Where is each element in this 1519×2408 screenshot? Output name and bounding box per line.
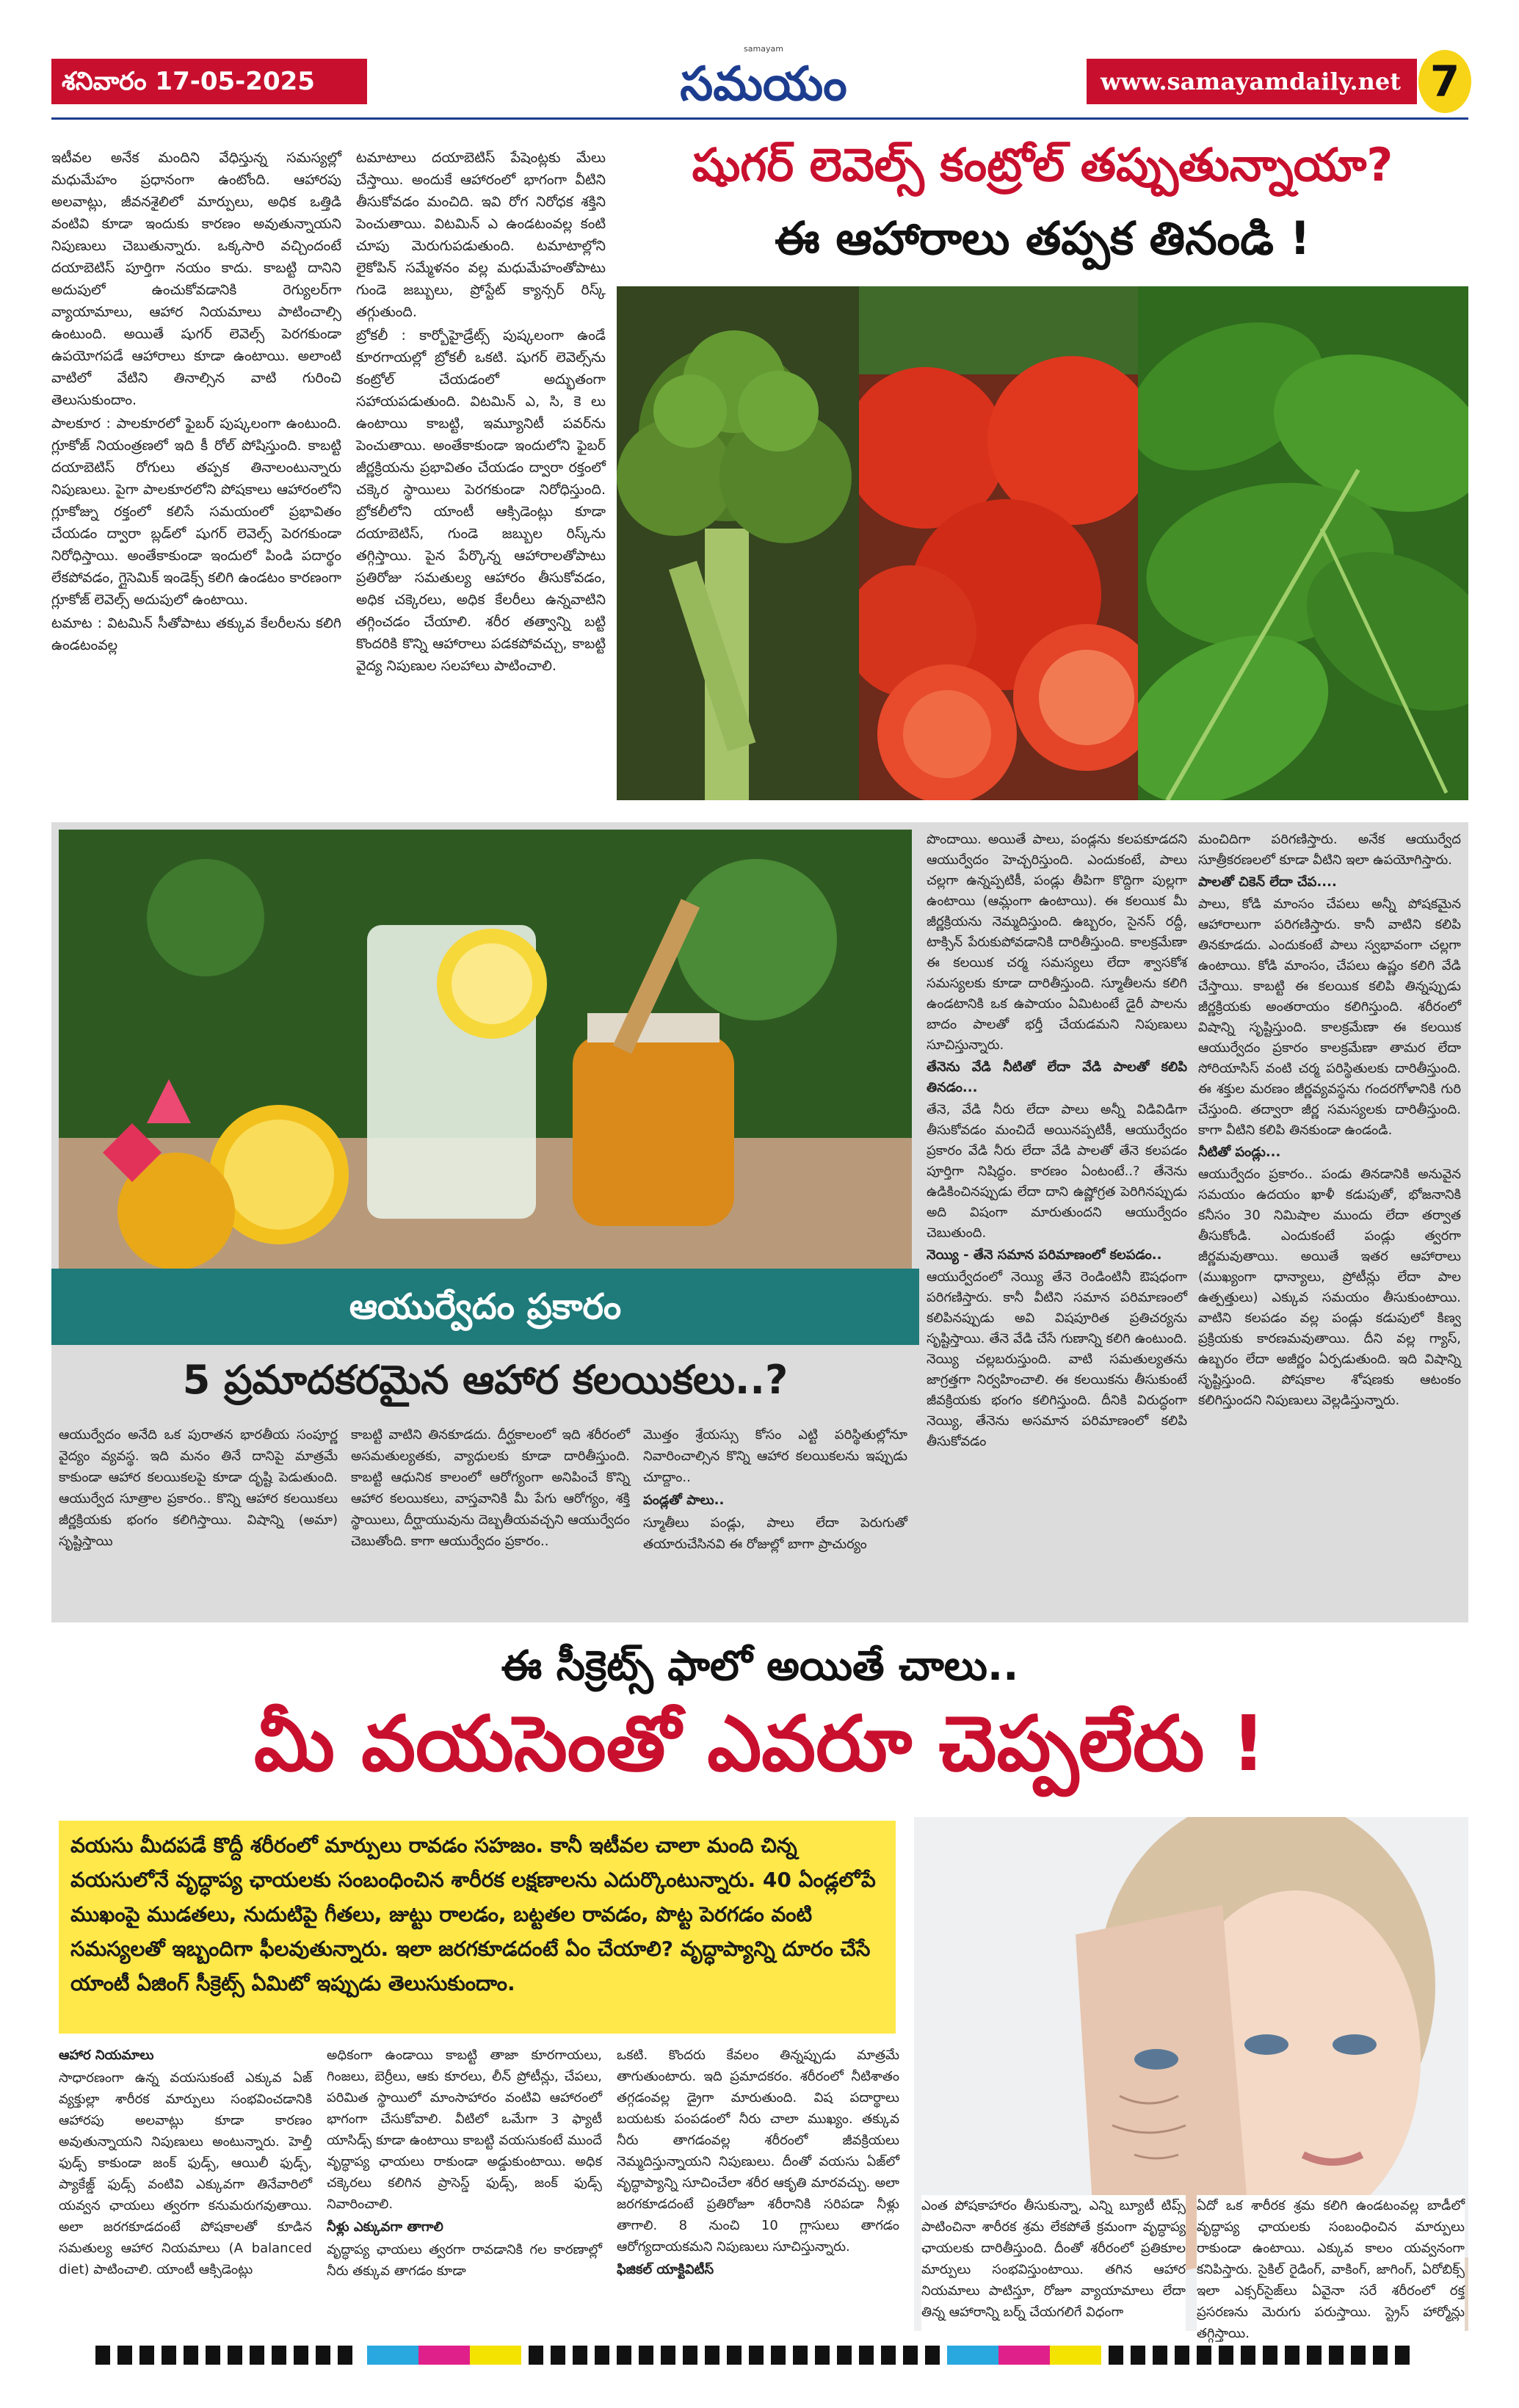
article2-colE-subhead1: పాలతో చికెన్ లేదా చేప....	[1198, 874, 1337, 890]
article1-intro: ఇటీవల అనేక మందిని వేధిస్తున్న సమస్యల్లో మధుమేహం ప్రధానంగా ఉంటోంది. ఆహారపు అలవాట్లు, జీవనశైలిలో మార్పులు, అధిక ఒత్తిడి వంటివి కూడా ఇందుకు కారణం అవుతున్నాయని నిపుణులు చెబుతున్నారు. ఒక్కసారి వచ్చిందంటే దయాబెటిస్ పూర్తిగా నయం కాదు. కాబట్టి దానిని అదుపులో ఉంచుకోవడానికి రెగ్యులర్‌గా వ్యాయామాలు, ఆహార నియమాలు పాటించాల్సి ఉంటుంది. అయితే షుగర్ లెవెల్స్ పెరగకుండా ఉపయోగపడే ఆహారాలు కూడా ఉంటాయి. అలాంటి వాటిలో వేటిని తినాల్సిన వాటి గురించి తెలుసుకుందాం.	[51, 150, 341, 408]
article2-colC-text: స్మూతీలు పండ్లు, పాలు లేదా పెరుగుతో తయారుచేసినవి ఈ రోజుల్లో బాగా ప్రాచుర్యం	[643, 1515, 907, 1552]
spinach-icon	[1138, 286, 1468, 800]
article2-colD-subhead1: తేనెను వేడి నీటితో లేదా వేడి పాలతో కలిపి తినడం...	[927, 1059, 1187, 1095]
article3-col3-subhead: ఫిజికల్ యాక్టివిటీస్	[617, 2262, 714, 2277]
article3-col5	[1197, 2195, 1465, 2342]
lemon-honey-icon	[59, 830, 912, 1269]
article1-title-line2: ఈ ఆహారాలు తప్పక తినండి !	[775, 211, 1310, 265]
article3-col3	[617, 2045, 899, 2338]
page-number: 7	[1418, 50, 1471, 113]
article1-spinach-para: పాలకూర : పాలకూరలో ఫైబర్ పుష్కలంగా ఉంటుంది. గ్లూకోజ్ నియంత్రణలో ఇది కీ రోల్ పోషిస్తుంది. కాబట్టి దయాబెటిస్ రోగులు తప్పక తినాలంటున్నారు నిపుణులు. పైగా పాలకూరలోని పోషకాలు ఆహారంలోని గ్లూకోజ్ను రక్తంలో కలిసే సమయంలో ప్రభావితం చేయడం ద్వారా బ్లడ్‌లో షుగర్ లెవెల్స్ పెరగకుండా నిరోధిస్తాయి. అంతేకాకుండా ఇందులో పిండి పదార్థం లేకపోవడం, గ్లైసెమిక్ ఇండెక్స్ కలిగి ఉండటం కారణంగా గ్లూకోజ్ లెవెల్స్ అదుపులో ఉంటాయి.	[51, 416, 341, 608]
spinach-photo	[1138, 286, 1468, 800]
tomato-icon	[859, 286, 1138, 800]
article2-colD-p1: పొందాయి. అయితే పాలు, పండ్లను కలపకూడదని ఆయుర్వేదం హెచ్చరిస్తుంది. ఎందుకంటే, పాలు చల్లగా ఉన్నప్పటికీ, పండ్లు తీపిగా కొద్దిగా పుల్లగా ఉంటాయి (ఆమ్లంగా ఉంటాయి). ఈ కలయిక మీ జీర్ణక్రియను నెమ్మదిస్తుంది. ఉబ్బరం, సైనస్ రద్దీ, టాక్సిన్ పేరుకుపోవడానికి దారితీస్తుంది. కాలక్రమేణా ఈ కలయిక చర్మ సమస్యలు లేదా శ్వాసకోశ సమస్యలకు కూడా దారితీస్తుంది. స్మూతీలను కలిగి ఉండటానికి ఒక ఉపాయం ఏమిటంటే డైరీ పాలను బాదం పాలతో భర్తీ చేయడమని నిపుణులు సూచిస్తున్నారు.	[927, 832, 1187, 1053]
article2-colE-p1: మంచిదిగా పరిగణిస్తారు. అనేక ఆయుర్వేద సూత్రీకరణలలో కూడా వీటిని ఇలా ఉపయోగిస్తారు.	[1198, 832, 1461, 868]
article1-broccoli-para: బ్రోకలీ : కార్బోహైడ్రేట్స్ పుష్కలంగా ఉండే కూరగాయల్లో బ్రోకలీ ఒకటి. షుగర్ లెవెల్స్‌ను కంట్రోల్ చేయడంలో అద్భుతంగా సహాయపడుతుంది. విటమిన్ ఎ, సి, కె లు ఉంటాయి కాబట్టి, ఇమ్యూనిటీ పవర్‌ను పెంచుతాయి. అంతేకాకుండా ఇందులోని ఫైబర్ జీర్ణక్రియను ప్రభావితం చేయడం ద్వారా రక్తంలో చక్కెర స్థాయిలు పెరగకుండా నిరోధిస్తుంది. బ్రోకలీలోని యాంటీ ఆక్సిడెంట్లు కూడా దయాబెటిస్, గుండె జబ్బుల రిస్క్‌ను తగ్గిస్తాయి. పైన పేర్కొన్న ఆహారాలతోపాటు ప్రతిరోజు సమతుల్య ఆహారం తీసుకోవడం, అధిక చక్కెరలు, అధిక కేలరీలు ఉన్నవాటిని తగ్గించడం చేయాలి. శరీర తత్వాన్ని బట్టి కొందరికి కొన్ని ఆహారాలు పడకపోవచ్చు, కాబట్టి వైద్య నిపుణుల సలహాలు పాటించాలి.	[356, 327, 606, 674]
article3-col1	[59, 2045, 312, 2338]
article2-colD-p3: ఆయుర్వేదంలో నెయ్యి తేనె రెండింటినీ ఔషధంగా పరిగణిస్తారు. కానీ వీటిని సమాన పరిమాణంలో కలిపినప్పుడు అవి విషపూరిత ప్రతిచర్యను సృష్టిస్తాయి. తేనె వేడి చేసే గుణాన్ని కలిగి ఉంటుంది. నెయ్యి చల్లబరుస్తుంది. వాటి సమతుల్యతను జాగ్రత్తగా నిర్వహించాలి. ఈ కలయికను తీసుకుంటే జీవక్రియకు భంగం కలిగిస్తుంది. దీనికి విరుద్ధంగా నెయ్యి, తేనెను అసమాన పరిమాణంలో కలిపి తీసుకోవడం	[927, 1269, 1187, 1449]
article3-col2-text: అధికంగా ఉండాయి కాబట్టి తాజా కూరగాయలు, గింజలు, బెర్రీలు, ఆకు కూరలు, లీన్ ప్రోటీన్లు, చేపలు, పరిమిత స్థాయిలో మాంసాహారం వంటివి ఆహారంలో భాగంగా చేసుకోవాలి. వీటిలో ఒమేగా 3 ఫ్యాటీ యాసిడ్స్ కూడా ఉంటాయి కాబట్టి వయసుకంటే ముందే వృద్ధాప్య ఛాయలు రాకుండా అడ్డుకుంటాయి. అధిక చక్కెరలు కలిగిన ప్రాసెస్డ్ ఫుడ్స్, జంక్ ఫుడ్స్ నివారించాలి.	[327, 2048, 602, 2212]
article1-title-line1: షుగర్ లెవెల్స్ కంట్రోల్ తప్పుతున్నాయా?	[692, 138, 1393, 192]
article3-intro-box: వయసు మీదపడే కొద్దీ శరీరంలో మార్పులు రావడం సహజం. కానీ ఇటీవల చాలా మంది చిన్న వయసులోనే వృద్ధాప్య ఛాయలకు సంబంధించిన శారీరక లక్షణాలను ఎదుర్కొంటున్నారు. 40 ఏండ్లలోపే ముఖంపై ముడతలు, నుదుటిపై గీతలు, జుట్టు రాలడం, బట్టతల రావడం, పొట్ట పెరగడం వంటి సమస్యలతో ఇబ్బందిగా ఫీలవుతున్నారు. ఇలా జరగకూడదంటే ఏం చేయాలి? వృద్ధాప్యాన్ని దూరం చేసే యాంటీ ఏజింగ్ సీక్రెట్స్ ఏమిటో ఇప్పుడు తెలుసుకుందాం.	[59, 1821, 896, 2034]
masthead	[653, 44, 874, 117]
article1-col1	[51, 147, 341, 808]
print-registration-bar	[51, 2346, 1468, 2365]
article2-colC	[643, 1424, 907, 1615]
article1-col2	[356, 147, 606, 808]
article2-colE-p3: ఆయుర్వేదం ప్రకారం.. పండు తినడానికి అనువైన సమయం ఉదయం ఖాళీ కడుపుతో, భోజనానికి కనీసం 30 నిమిషాల ముందు లేదా తర్వాత తీసుకోండి. ఎందుకంటే పండ్లు త్వరగా జీర్ణమవుతాయి. అయితే ఇతర ఆహారాలు (ముఖ్యంగా ధాన్యాలు, ప్రోటీన్లు లేదా పాల ఉత్పత్తులు) ఎక్కువ సమయం తీసుకుంటాయి. వాటిని కలపడం వల్ల పండ్లు కడుపులో కిణ్వ ప్రక్రియకు కారణమవుతాయి. దీని వల్ల గ్యాస్, ఉబ్బరం లేదా అజీర్ణం ఏర్పడుతుంది. ఇది విషాన్ని సృష్టిస్తుంది. పోషకాల శోషణకు ఆటంకం కలిగిస్తుందని నిపుణులు వెల్లడిస్తున్నారు.	[1198, 1167, 1461, 1408]
article3-col1-subhead: ఆహార నియమాలు	[59, 2048, 154, 2063]
masthead-logo: సమయం	[680, 57, 847, 112]
broccoli-icon	[617, 286, 859, 800]
header-rule	[51, 117, 1468, 120]
article3-col5-text: ఏదో ఒక శారీరక శ్రమ కలిగి ఉండటంవల్ల బాడీలో వృద్ధాప్య ఛాయలకు సంబంధించిన మార్పులు రాకుండా ఉంటాయి. ఎక్కువ కాలం యవ్వనంగా కనిపిస్తారు. సైకిల్ రైడింగ్, వాకింగ్, జాగింగ్, ఏరోబిక్స్ ఇలా ఎక్సర్‌సైజ్‌లు ఏవైనా సరే శరీరంలో రక్త ప్రసరణను మెరుగు పరుస్తాయి. స్ట్రెస్ హార్మోన్లు తగ్గిస్తాయి.	[1197, 2198, 1465, 2341]
article2-colD-p2: తేనె, వేడి నీరు లేదా పాలు అన్నీ విడివిడిగా తీసుకోవడం మంచిదే అయినప్పటికీ, ఆయుర్వేదం ప్రకారం వేడి నీరు లేదా వేడి పాలతో తేనె కలపడం పూర్తిగా నిషిద్ధం. కారణం ఏంటంటే..? తేనెను ఉడికించినప్పుడు లేదా దాని ఉష్ణోగ్రత పెరిగినప్పుడు అది విషంగా మారుతుందని ఆయుర్వేదం చెబుతుంది.	[927, 1102, 1187, 1241]
date-label: శనివారం 17-05-2025	[51, 59, 367, 104]
article3-col4	[921, 2195, 1186, 2342]
article2-colA-text: ఆయుర్వేదం అనేది ఒక పురాతన భారతీయ సంపూర్ణ వైద్యం వ్యవస్థ. ఇది మనం తినే దానిపై మాత్రమే కాకుండా ఆహార కలయికలపై కూడా దృష్టి పెడుతుంది. ఆయుర్వేద సూత్రాల ప్రకారం.. కొన్ని ఆహార కలయికలు జీర్ణక్రియకు భంగం కలిగిస్తాయి. విషాన్ని (అమా) సృష్టిస్తాయి	[59, 1427, 338, 1549]
article2-colD-subhead2: నెయ్యి - తేనె సమాన పరిమాణంలో కలపడం..	[927, 1247, 1162, 1263]
article2-colC-intro: మొత్తం శ్రేయస్సు కోసం ఎట్టి పరిస్థితుల్లోనూ నివారించాల్సిన కొన్ని ఆహార కలయికలను ఇప్పుడు చూద్దాం..	[643, 1427, 907, 1485]
article3-col1-text: సాధారణంగా ఉన్న వయసుకంటే ఎక్కువ ఏజ్ వ్యక్తుల్లా శారీరక మార్పులు సంభవించడానికి ఆహారపు అలవాట్లు కూడా కారణం అవుతున్నాయని నిపుణులు అంటున్నారు. హెల్తీ ఫుడ్స్ కాకుండా జంక్ ఫుడ్స్, ఆయిలీ ఫుడ్స్, ప్యాకేజ్డ్ ఫుడ్స్ వంటివి ఎక్కువగా తినేవారిలో యవ్వన ఛాయలు త్వరగా కనుమరుగవుతాయి. అలా జరగకూడదంటే పోషకాలతో కూడిన సమతుల్య ఆహార నియమాలు (A balanced diet) పాటించాలి. యాంటీ ఆక్సిడెంట్లు	[59, 2070, 312, 2277]
broccoli-photo	[617, 286, 859, 800]
article1-tomato-cont: టమాటాలు దయాబెటిస్ పేషెంట్లకు మేలు చేస్తాయి. అందుకే ఆహారంలో భాగంగా వీటిని తీసుకోవడం మంచిది. ఇవి రోగ నిరోధక శక్తిని పెంచుతాయి. విటమిన్ ఎ ఉండటంవల్ల కంటి చూపు మెరుగుపడుతుంది. టమాటాల్లోని లైకోపిన్ సమ్మేళనం వల్ల మధుమేహంతోపాటు గుండె జబ్బులు, ప్రోస్టేట్ క్యాన్సర్ రిస్క్ తగ్గుతుంది.	[356, 150, 606, 320]
article1-tomato-para: టమాట : విటమిన్ సీతోపాటు తక్కువ కేలరీలను కలిగి ఉండటంవల్ల	[51, 615, 341, 653]
article3-col2-subhead: నీళ్లు ఎక్కువగా తాగాలి	[327, 2219, 443, 2235]
page-header	[51, 44, 1468, 117]
tomato-photo	[859, 286, 1138, 800]
article3-col3-text: ఒకటి. కొందరు కేవలం తిన్నప్పుడు మాత్రమే తాగుతుంటారు. ఇది ప్రమాదకరం. శరీరంలో నీటిశాతం తగ్గడంవల్ల డ్రైగా మారుతుంది. విష పదార్థాలు బయటకు పంపడంలో నీరు చాలా ముఖ్యం. తక్కువ నీరు తాగడంవల్ల శరీరంలో జీవక్రియలు నెమ్మదిస్తున్నాయని నిపుణులు. దీంతో వయసు ఏజ్‌లో వృద్ధాప్యాన్ని సూచించేలా శరీర ఆకృతి మారవచ్చు. అలా జరగకూడదంటే ప్రతిరోజూ శరీరానికి సరిపడా నీళ్లు తాగాలి. 8 నుంచి 10 గ్లాసులు తాగడం ఆరోగ్యదాయకమని నిపుణులు సూచిస్తున్నారు.	[617, 2048, 899, 2255]
article3-title: మీ వయసెంతో ఎవరూ చెప్పలేరు !	[253, 1699, 1266, 1788]
article2-colB-text: కాబట్టి వాటిని తినకూడదు. దీర్ఘకాలంలో ఇది శరీరంలో అసమతుల్యతకు, వ్యాధులకు కూడా దారితీస్తుంది. కాబట్టి ఆధునిక కాలంలో ఆరోగ్యంగా అనిపించే కొన్ని ఆహార కలయికలు, వాస్తవానికి మీ పేగు ఆరోగ్యం, శక్తి స్థాయిలు, దీర్ఘాయువును దెబ్బతీయవచ్చని ఆయుర్వేదం చెబుతోంది. కాగా ఆయుర్వేదం ప్రకారం..	[351, 1427, 630, 1549]
lemon-honey-water-photo	[59, 830, 912, 1269]
article2-colC-subhead: పండ్లతో పాలు..	[643, 1493, 725, 1508]
article2-colD	[927, 830, 1187, 1615]
article3-kicker: ఈ సీక్రెట్స్ ఫాలో అయితే చాలు..	[501, 1642, 1019, 1690]
article2-banner: ఆయుర్వేదం ప్రకారం	[51, 1269, 919, 1345]
article2-colE	[1198, 830, 1461, 1615]
article3-col2-text2: వృద్ధాప్య ఛాయలు త్వరగా రావడానికి గల కారణాల్లో నీరు తక్కువ తాగడం కూడా	[327, 2242, 602, 2279]
article2-colE-p2: పాలు, కోడి మాంసం చేపలు అన్నీ పోషకమైన ఆహారాలుగా పరిగణిస్తారు. కానీ వాటిని కలిపి తినకూడదు. ఎందుకంటే పాలు స్వభావంగా చల్లగా ఉంటాయి. కోడి మాంసం, చేపలు ఉష్ణం కలిగి వేడి చేస్తాయి. కాబట్టి ఈ కలయిక కలిపి తిన్నప్పుడు జీర్ణక్రియకు అంతరాయం కలిగిస్తుంది. శరీరంలో విషాన్ని సృష్టిస్తుంది. కాలక్రమేణా ఈ కలయిక ఆయుర్వేదం ప్రకారం కాలక్రమేణా తామర లేదా సోరియాసిస్ వంటి చర్మ పరిస్థితులకు దారితీస్తుంది. ఈ శక్తుల మరణం జీర్ణవ్యవస్థను గందరగోళానికి గురి చేస్తుంది. తద్వారా జీర్ణ సమస్యలకు దారితీస్తుంది. కాగా వీటిని కలిపి తినకుండా ఉండండి.	[1198, 896, 1461, 1138]
article2-colA	[59, 1424, 338, 1615]
article2-colB	[351, 1424, 630, 1615]
article2-colE-subhead2: నీటితో పండ్లు...	[1198, 1145, 1281, 1160]
article2-title: 5 ప్రమాదకరమైన ఆహార కలయికలు..?	[182, 1357, 788, 1403]
masthead-small-text: samayam	[744, 44, 783, 54]
article3-col4-text: ఎంత పోషకాహారం తీసుకున్నా, ఎన్ని బ్యూటీ టిప్స్ పాటించినా శారీరక శ్రమ లేకపోతే క్రమంగా వృద్ధాప్య ఛాయలకు దారితీస్తుంది. దీంతో శరీరంలో ప్రతికూల మార్పులు సంభవిస్తుంటాయి. తగిన ఆహార నియమాలు పాటిస్తూ, రోజూ వ్యాయామాలు లేదా తిన్న ఆహారాన్ని బర్న్ చేయగలిగే విధంగా	[921, 2198, 1186, 2320]
article3-col2	[327, 2045, 602, 2338]
website-label: www.samayamdaily.net	[1087, 59, 1417, 104]
